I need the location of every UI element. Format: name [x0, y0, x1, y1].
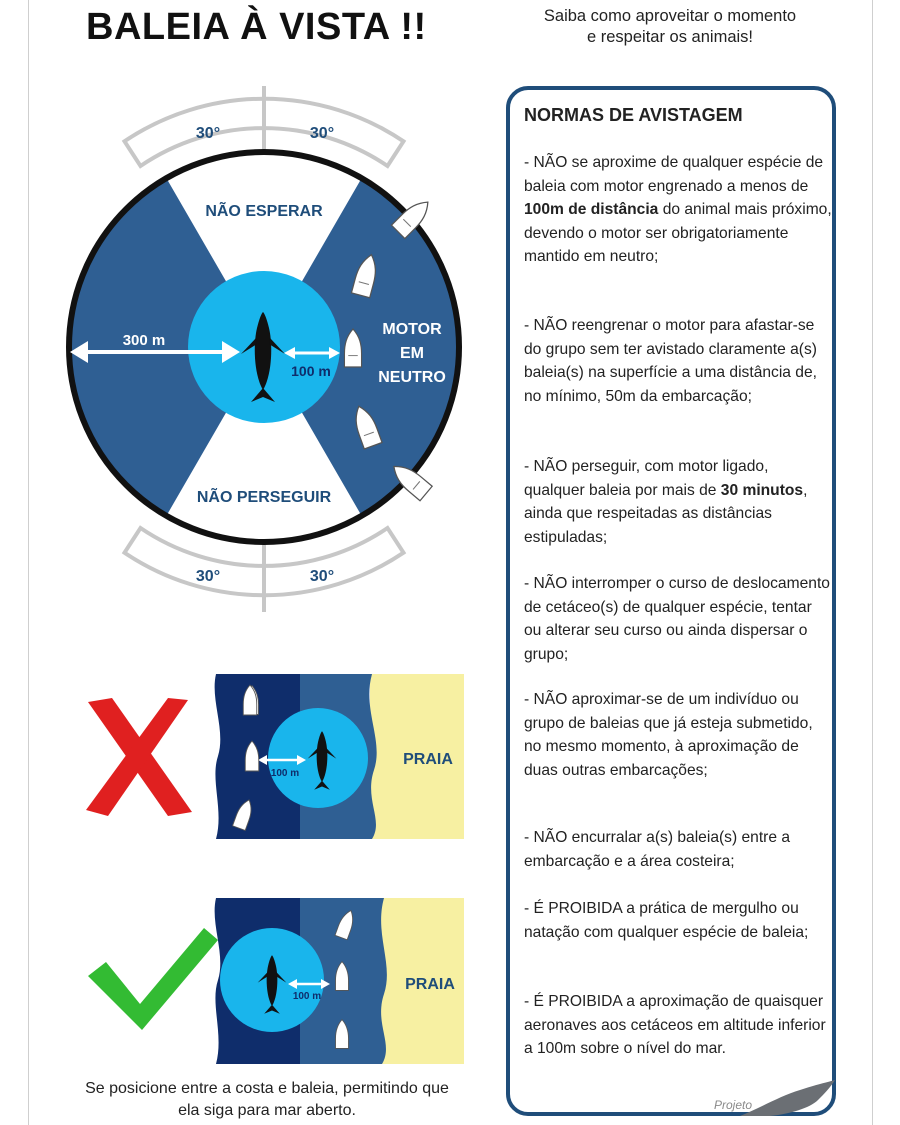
rules-heading: NORMAS DE AVISTAGEM [524, 105, 743, 125]
zone-right-label-2: EM [400, 345, 424, 362]
wrong-example-diagram [0, 660, 480, 850]
rule-text: - NÃO aproximar-se de um indivíduo ou grupo de baleias que já esteja submetido, no mesmo momento, à aproximação de duas outras embarcações; [524, 691, 813, 779]
rule-text: - NÃO perseguir, com motor ligado, qualquer baleia por mais de [524, 458, 769, 499]
rule-item [524, 897, 832, 944]
rule-item [524, 990, 832, 1061]
angle-label-bottom-left: 30° [195, 568, 221, 585]
x-mark-icon [86, 698, 192, 816]
rule-text: - NÃO interromper o curso de deslocamento de cetáceo(s) de qualquer espécie, tentar ou alterar seu curso ou ainda dispersar o grupo; [524, 575, 830, 663]
caption-line-1: Se posicione entre a costa e baleia, permitindo que [85, 1080, 449, 1097]
page-title: BALEIA À VISTA !! [86, 6, 427, 48]
page-border-right [872, 0, 873, 1125]
caption-line-2: ela siga para mar aberto. [178, 1102, 356, 1119]
rule-item [524, 314, 832, 408]
angle-label-top-left: 30° [195, 125, 221, 142]
zone-bottom-label: NÃO PERSEGUIR [196, 489, 332, 506]
rule-text: do animal mais próximo, devendo o motor ser obrigatoriamente mantido em neutro; [524, 201, 832, 265]
distance-label: 100 m [292, 991, 322, 1002]
rule-item [524, 151, 832, 269]
beach-label: PRAIA [403, 751, 453, 768]
approach-zones-diagram [0, 0, 500, 640]
rule-text: , ainda que respeitadas as distâncias estipuladas; [524, 481, 808, 546]
distance-300m-label: 300 m [122, 332, 166, 349]
correct-example-diagram [0, 884, 480, 1074]
rule-item [524, 455, 832, 549]
rule-item [524, 688, 832, 782]
rule-emphasis: 30 minutos [720, 481, 804, 499]
bottom-caption [62, 1078, 472, 1122]
beach-label: PRAIA [405, 976, 455, 993]
rule-text: - NÃO reengrenar o motor para afastar-se do grupo sem ter avistado claramente a(s) baleia(s) na superfície a uma distância de, no mínimo, 50m da embarcação; [524, 317, 817, 405]
rule-emphasis: 100m de distância [524, 201, 659, 218]
rule-text: - NÃO encurralar a(s) baleia(s) entre a embarcação e a área costeira; [524, 829, 791, 870]
zone-right-label-3: NEUTRO [378, 369, 446, 386]
page-subtitle [520, 6, 820, 48]
angle-label-bottom-right: 30° [309, 568, 335, 585]
rule-item [524, 826, 832, 873]
project-whale-logo [740, 1078, 840, 1118]
check-mark-icon [88, 928, 218, 1030]
distance-100m-label: 100 m [291, 363, 331, 379]
rule-text: - É PROIBIDA a prática de mergulho ou natação com qualquer espécie de baleia; [524, 900, 809, 941]
logo-text: Projeto [714, 1098, 753, 1112]
angle-label-top-right: 30° [309, 125, 335, 142]
distance-label: 100 m [270, 768, 300, 779]
rule-text: - NÃO se aproxime de qualquer espécie de baleia com motor engrenado a menos de [524, 154, 824, 195]
subtitle-line-1: Saiba como aproveitar o momento [543, 7, 797, 25]
zone-top-label: NÃO ESPERAR [205, 203, 323, 220]
zone-right-label-1: MOTOR [382, 321, 442, 338]
rule-text: - É PROIBIDA a aproximação de quaisquer aeronaves aos cetáceos em altitude inferior a 100m sobre o nível do mar. [524, 993, 826, 1057]
rule-item [524, 572, 832, 666]
subtitle-line-2: e respeitar os animais! [587, 28, 753, 46]
